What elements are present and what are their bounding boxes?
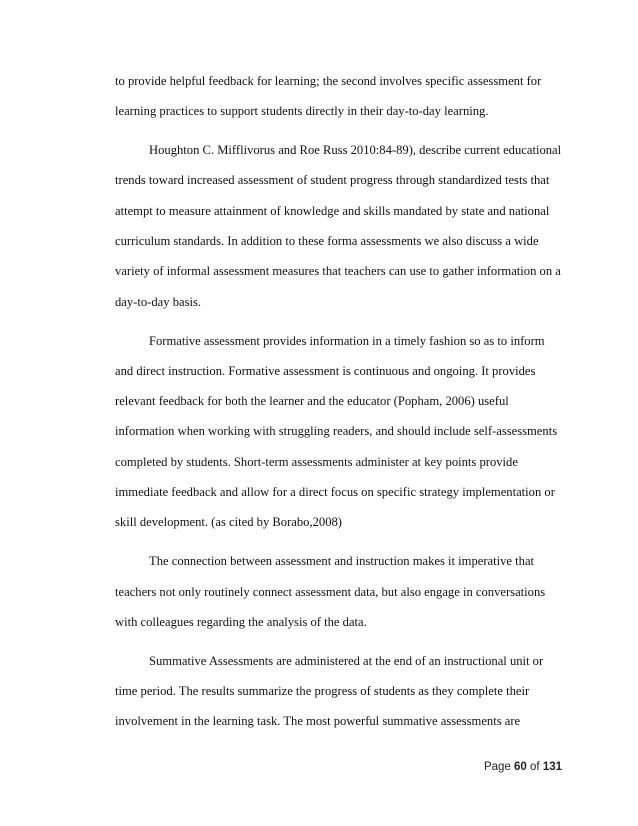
text-line: learning practices to support students directly in their day-to-day learning.: [115, 104, 489, 119]
text-line: curriculum standards. In addition to these forma assessments we also discuss a wide: [115, 234, 539, 249]
text-line: information when working with struggling readers, and should include self-assessments: [115, 424, 558, 439]
text-line: teachers not only routinely connect assessment data, but also engage in conversations: [115, 584, 546, 599]
body-text: [115, 66, 567, 745]
text-line: skill development. (as cited by Borabo,2008): [115, 515, 342, 530]
page-number-footer: [484, 761, 562, 773]
text-line: with colleagues regarding the analysis of the data.: [115, 614, 367, 629]
text-line: completed by students. Short-term assessments administer at key points provide: [115, 454, 518, 469]
text-line: to provide helpful feedback for learning; the second involves specific assessment for: [115, 74, 542, 88]
paragraph-connection: [115, 546, 567, 637]
paragraph-summative: [115, 646, 567, 737]
text-line: Formative assessment provides information in a timely fashion so as to inform: [149, 333, 545, 348]
paragraph-houghton: [115, 135, 567, 317]
current-page-number: 60: [514, 761, 527, 773]
paragraph-continuation: [115, 66, 567, 127]
total-pages-number: 131: [542, 761, 562, 773]
text-line: and direct instruction. Formative assessment is continuous and ongoing. It provides: [115, 363, 536, 378]
text-line: day-to-day basis.: [115, 294, 202, 309]
text-line: involvement in the learning task. The most powerful summative assessments are: [115, 714, 521, 729]
page-word: Page: [483, 761, 511, 773]
text-line: immediate feedback and allow for a direct focus on specific strategy implementation or: [115, 485, 555, 500]
text-line: time period. The results summarize the progress of students as they complete their: [115, 684, 530, 699]
paragraph-formative: [115, 326, 567, 538]
of-word: of: [530, 761, 540, 773]
text-line: The connection between assessment and instruction makes it imperative that: [149, 554, 535, 569]
text-line: trends toward increased assessment of student progress through standardized tests that: [115, 173, 550, 188]
text-line: attempt to measure attainment of knowledge and skills mandated by state and national: [115, 203, 550, 218]
text-line: Houghton C. Mifflivorus and Roe Russ 2010:84-89), describe current educational: [149, 143, 562, 158]
text-line: variety of informal assessment measures that teachers can use to gather information on a: [115, 264, 561, 279]
text-line: Summative Assessments are administered at the end of an instructional unit or: [149, 653, 544, 668]
text-line: relevant feedback for both the learner and the educator (Popham, 2006) useful: [115, 394, 509, 409]
